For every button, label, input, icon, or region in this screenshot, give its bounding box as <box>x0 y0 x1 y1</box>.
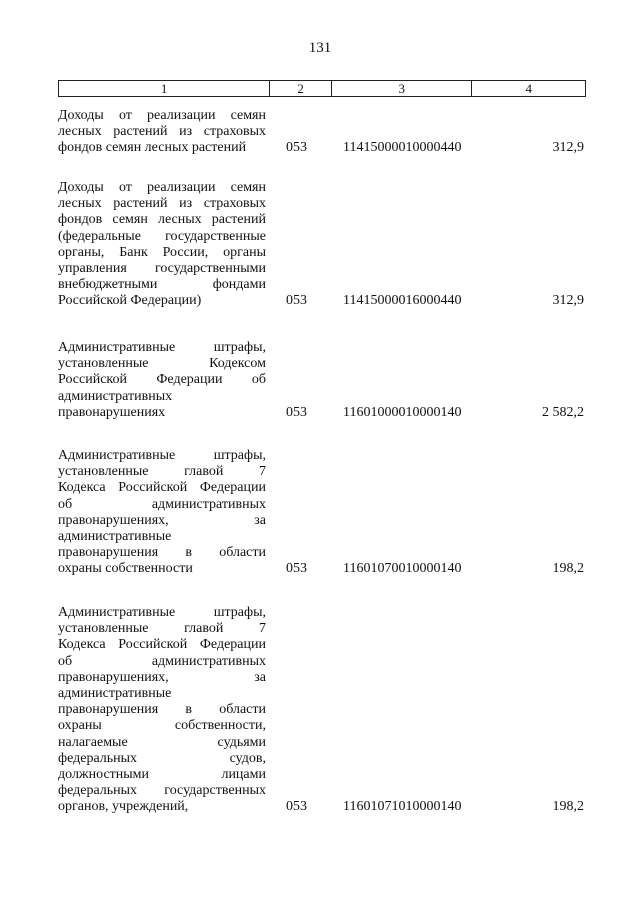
table-header <box>58 80 586 97</box>
table-row <box>58 108 586 157</box>
description-line: Административные штрафы, <box>58 605 266 620</box>
description-line: правонарушениях, за <box>58 669 266 685</box>
table-row <box>58 180 586 310</box>
description-line: охраны собственности, <box>58 718 266 734</box>
row-description <box>58 340 266 421</box>
header-col-4: 4 <box>525 81 532 96</box>
description-line: Кодекса Российской Федерации <box>58 637 266 653</box>
admin-code-cell: 053 <box>286 293 307 309</box>
description-line: лесных растений из страховых <box>58 196 266 212</box>
description-line: фондов семян лесных растений <box>58 212 266 228</box>
amount-cell: 198,2 <box>552 561 584 577</box>
budget-code-cell: 11601000010000140 <box>343 404 462 420</box>
description-line: органы, Банк России, органы <box>58 244 266 260</box>
row-description <box>58 180 266 310</box>
description-line: федеральных государственных <box>58 783 266 799</box>
budget-code-cell: 11415000016000440 <box>343 293 462 309</box>
amount-cell: 198,2 <box>552 799 584 815</box>
row-description <box>58 448 266 578</box>
description-line: лесных растений из страховых <box>58 124 266 140</box>
description-line: Административные штрафы, <box>58 448 266 463</box>
description-line: правонарушениях <box>58 404 166 420</box>
description-line: установленные Кодексом <box>58 356 266 372</box>
description-line: охраны собственности <box>58 561 193 577</box>
description-line: Доходы от реализации семян <box>58 108 266 123</box>
budget-code-cell: 11601070010000140 <box>343 561 462 577</box>
admin-code-cell: 053 <box>286 799 307 815</box>
description-line: административные <box>58 686 172 702</box>
budget-code-cell: 11601071010000140 <box>343 799 462 815</box>
header-col-1: 1 <box>59 81 270 96</box>
description-line: федеральных судов, <box>58 750 266 766</box>
description-line: Российской Федерации об <box>58 372 266 388</box>
description-line: административных <box>58 388 173 404</box>
table-row <box>58 340 586 421</box>
budget-code-cell: 11415000010000440 <box>343 140 462 156</box>
description-line: административные <box>58 529 172 545</box>
description-line: об административных <box>58 496 266 512</box>
admin-code-cell: 053 <box>286 404 307 420</box>
table-row <box>58 605 586 816</box>
admin-code-cell: 053 <box>286 140 307 156</box>
description-line: внебюджетными фондами <box>58 277 266 293</box>
description-line: Российской Федерации) <box>58 293 202 309</box>
description-line: органов, учреждений, <box>58 799 189 815</box>
description-line: правонарушения в области <box>58 545 266 561</box>
description-line: Административные штрафы, <box>58 340 266 355</box>
description-line: Доходы от реализации семян <box>58 180 266 195</box>
description-line: правонарушения в области <box>58 702 266 718</box>
description-line: управления государственными <box>58 261 266 277</box>
description-line: Кодекса Российской Федерации <box>58 480 266 496</box>
row-description <box>58 108 266 157</box>
description-line: установленные главой 7 <box>58 464 266 480</box>
amount-cell: 312,9 <box>552 140 584 156</box>
description-line: фондов семян лесных растений <box>58 140 247 156</box>
description-line: должностными лицами <box>58 767 266 783</box>
description-line: об административных <box>58 653 266 669</box>
description-line: налагаемые судьями <box>58 734 266 750</box>
admin-code-cell: 053 <box>286 561 307 577</box>
description-line: правонарушениях, за <box>58 512 266 528</box>
description-line: установленные главой 7 <box>58 621 266 637</box>
header-col-3: 3 <box>332 81 472 96</box>
page-number: 131 <box>308 40 332 56</box>
table-row <box>58 448 586 578</box>
amount-cell: 312,9 <box>552 293 584 309</box>
row-description <box>58 605 266 816</box>
amount-cell: 2 582,2 <box>542 404 584 420</box>
header-col-2: 2 <box>270 81 332 96</box>
description-line: (федеральные государственные <box>58 228 266 244</box>
